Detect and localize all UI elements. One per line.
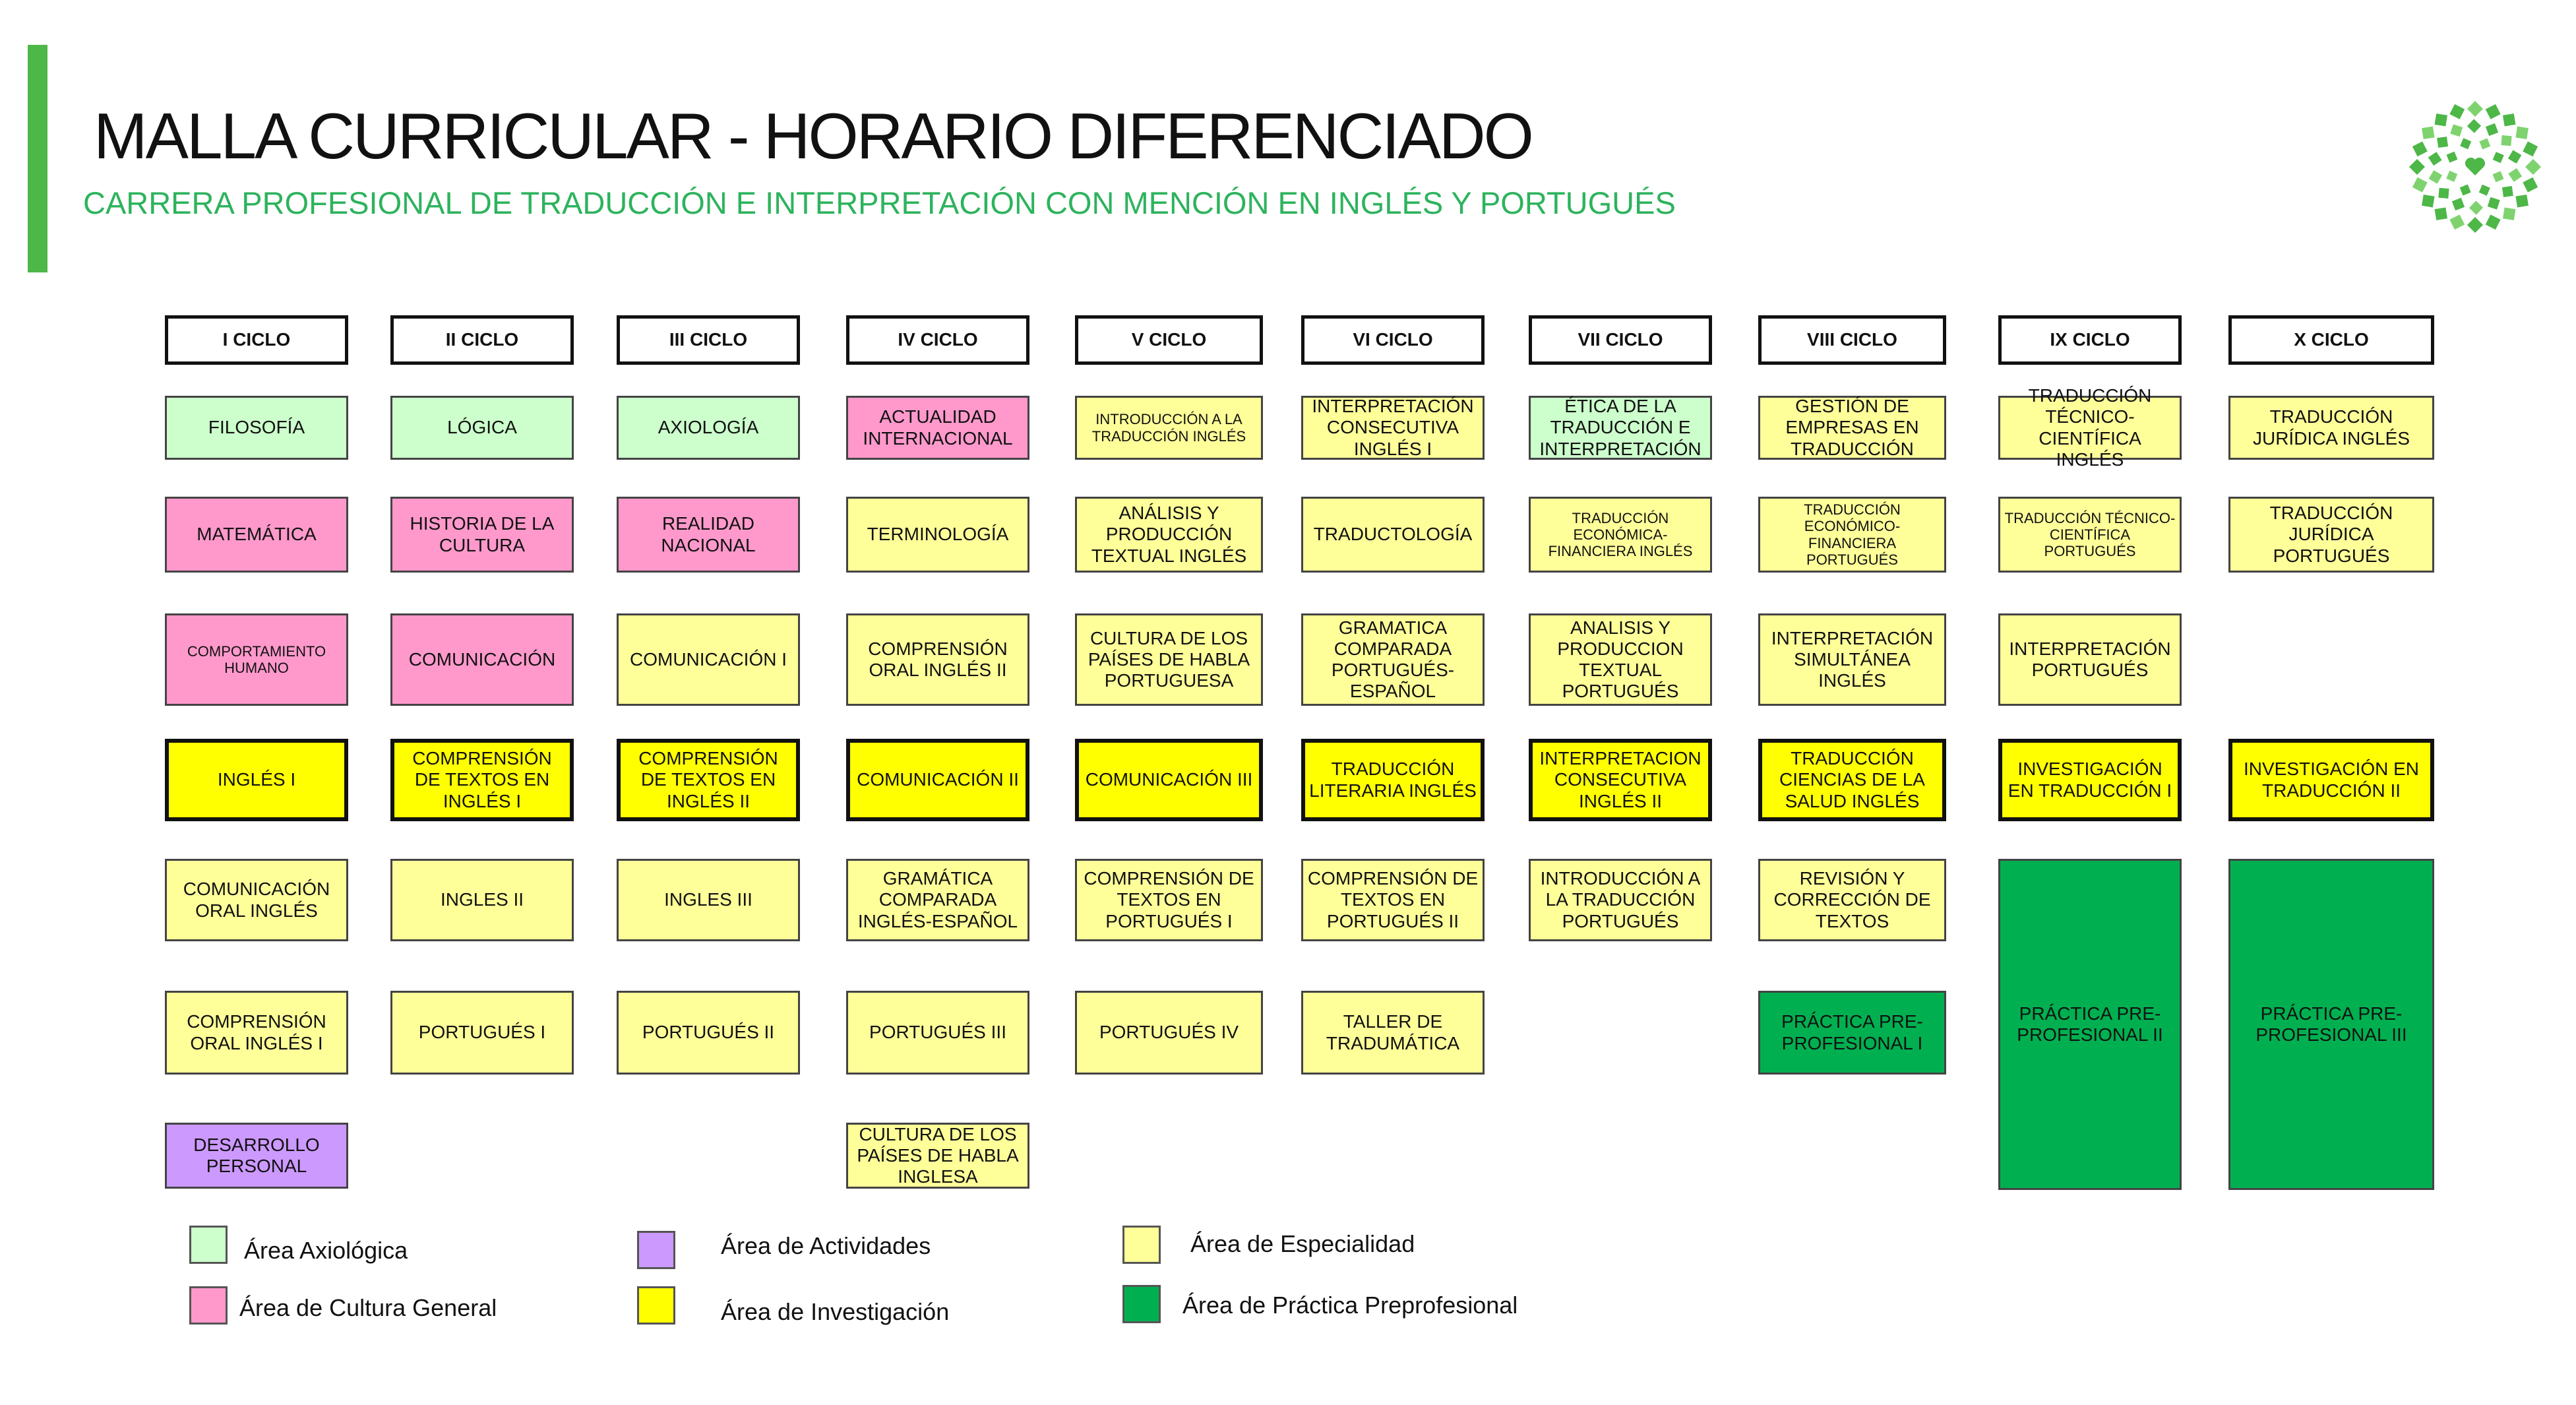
course-cell: GESTIÓN DE EMPRESAS EN TRADUCCIÓN <box>1758 396 1946 460</box>
course-cell: PRÁCTICA PRE-PROFESIONAL III <box>2228 859 2434 1190</box>
course-cell: ANALISIS Y PRODUCCION TEXTUAL PORTUGUÉS <box>1529 613 1712 706</box>
legend-swatch <box>189 1226 228 1264</box>
legend-swatch <box>1122 1226 1161 1264</box>
course-cell: COMUNICACIÓN <box>390 613 574 706</box>
course-cell: PORTUGUÉS I <box>390 991 574 1075</box>
course-cell: INTERPRETACION CONSECUTIVA INGLÉS II <box>1529 739 1712 821</box>
course-cell: PRÁCTICA PRE-PROFESIONAL II <box>1998 859 2182 1190</box>
course-cell: GRAMÁTICA COMPARADA INGLÉS-ESPAÑOL <box>846 859 1029 941</box>
course-cell: INTRODUCCIÓN A LA TRADUCCIÓN INGLÉS <box>1075 396 1263 460</box>
course-cell: COMUNICACIÓN II <box>846 739 1029 821</box>
course-cell: PORTUGUÉS II <box>617 991 800 1075</box>
legend-label: Área de Especialidad <box>1190 1230 1415 1257</box>
course-cell: COMPRENSIÓN DE TEXTOS EN PORTUGUÉS I <box>1075 859 1263 941</box>
course-cell: TRADUCCIÓN TÉCNICO-CIENTÍFICA PORTUGUÉS <box>1998 497 2182 573</box>
course-cell: COMUNICACIÓN ORAL INGLÉS <box>165 859 348 941</box>
course-cell: TRADUCCIÓN ECONÓMICO-FINANCIERA PORTUGUÉS <box>1758 497 1946 573</box>
legend-label: Área de Investigación <box>721 1298 950 1325</box>
course-cell: FILOSOFÍA <box>165 396 348 460</box>
course-cell: COMPRENSIÓN DE TEXTOS EN PORTUGUÉS II <box>1301 859 1485 941</box>
cycle-header: X CICLO <box>2228 315 2434 365</box>
course-cell: INTERPRETACIÓN SIMULTÁNEA INGLÉS <box>1758 613 1946 706</box>
cycle-header: II CICLO <box>390 315 574 365</box>
course-cell: INTRODUCCIÓN A LA TRADUCCIÓN PORTUGUÉS <box>1529 859 1712 941</box>
course-cell: PORTUGUÉS III <box>846 991 1029 1075</box>
course-cell: COMUNICACIÓN I <box>617 613 800 706</box>
cycle-header: III CICLO <box>617 315 800 365</box>
course-cell: TALLER DE TRADUMÁTICA <box>1301 991 1485 1075</box>
course-cell: MATEMÁTICA <box>165 497 348 573</box>
course-cell: HISTORIA DE LA CULTURA <box>390 497 574 573</box>
legend-label: Área de Actividades <box>721 1232 931 1259</box>
page-subtitle: CARRERA PROFESIONAL DE TRADUCCIÓN E INTERPRETACIÓN CON MENCIÓN EN INGLÉS Y PORTUGUÉS <box>83 185 1676 220</box>
course-cell: TRADUCCIÓN CIENCIAS DE LA SALUD INGLÉS <box>1758 739 1946 821</box>
course-cell: TRADUCCIÓN ECONÓMICA-FINANCIERA INGLÉS <box>1529 497 1712 573</box>
course-cell: ACTUALIDAD INTERNACIONAL <box>846 396 1029 460</box>
cycle-header: VII CICLO <box>1529 315 1712 365</box>
course-cell: PORTUGUÉS IV <box>1075 991 1263 1075</box>
course-cell: INVESTIGACIÓN EN TRADUCCIÓN II <box>2228 739 2434 821</box>
course-cell: INGLES II <box>390 859 574 941</box>
course-cell: CULTURA DE LOS PAÍSES DE HABLA PORTUGUESA <box>1075 613 1263 706</box>
course-cell: TRADUCCIÓN JURÍDICA INGLÉS <box>2228 396 2434 460</box>
course-cell: LÓGICA <box>390 396 574 460</box>
course-cell: REVISIÓN Y CORRECCIÓN DE TEXTOS <box>1758 859 1946 941</box>
course-cell: PRÁCTICA PRE-PROFESIONAL I <box>1758 991 1946 1075</box>
cycle-header: VI CICLO <box>1301 315 1485 365</box>
course-cell: DESARROLLO PERSONAL <box>165 1123 348 1189</box>
course-cell: REALIDAD NACIONAL <box>617 497 800 573</box>
course-cell: GRAMATICA COMPARADA PORTUGUÉS-ESPAÑOL <box>1301 613 1485 706</box>
course-cell: TRADUCTOLOGÍA <box>1301 497 1485 573</box>
legend-label: Área de Práctica Preprofesional <box>1182 1292 1518 1319</box>
course-cell: COMPRENSIÓN ORAL INGLÉS II <box>846 613 1029 706</box>
course-cell: COMPRENSIÓN ORAL INGLÉS I <box>165 991 348 1075</box>
course-cell: COMPORTAMIENTO HUMANO <box>165 613 348 706</box>
course-cell: COMPRENSIÓN DE TEXTOS EN INGLÉS II <box>617 739 800 821</box>
page-title: MALLA CURRICULAR - HORARIO DIFERENCIADO <box>94 100 1532 172</box>
course-cell: TRADUCCIÓN JURÍDICA PORTUGUÉS <box>2228 497 2434 573</box>
legend-swatch <box>189 1286 228 1325</box>
legend-swatch <box>637 1286 675 1325</box>
course-cell: INVESTIGACIÓN EN TRADUCCIÓN I <box>1998 739 2182 821</box>
cycle-header: IX CICLO <box>1998 315 2182 365</box>
course-cell: AXIOLOGÍA <box>617 396 800 460</box>
university-logo-icon <box>2406 98 2544 236</box>
cycle-header: VIII CICLO <box>1758 315 1946 365</box>
course-cell: CULTURA DE LOS PAÍSES DE HABLA INGLESA <box>846 1123 1029 1189</box>
course-cell: INTERPRETACIÓN CONSECUTIVA INGLÉS I <box>1301 396 1485 460</box>
course-cell: TRADUCCIÓN LITERARIA INGLÉS <box>1301 739 1485 821</box>
legend-swatch <box>637 1231 675 1269</box>
course-cell: COMUNICACIÓN III <box>1075 739 1263 821</box>
course-cell: INTERPRETACIÓN PORTUGUÉS <box>1998 613 2182 706</box>
course-cell: INGLÉS I <box>165 739 348 821</box>
legend-swatch <box>1122 1285 1161 1323</box>
course-cell: INGLES III <box>617 859 800 941</box>
accent-bar <box>28 45 47 272</box>
legend-label: Área Axiológica <box>244 1237 408 1264</box>
legend-label: Área de Cultura General <box>239 1294 497 1321</box>
course-cell: ANÁLISIS Y PRODUCCIÓN TEXTUAL INGLÉS <box>1075 497 1263 573</box>
course-cell: TERMINOLOGÍA <box>846 497 1029 573</box>
cycle-header: I CICLO <box>165 315 348 365</box>
cycle-header: IV CICLO <box>846 315 1029 365</box>
course-cell: COMPRENSIÓN DE TEXTOS EN INGLÉS I <box>390 739 574 821</box>
cycle-header: V CICLO <box>1075 315 1263 365</box>
course-cell: TRADUCCIÓN TÉCNICO-CIENTÍFICA INGLÉS <box>1998 396 2182 460</box>
course-cell: ÉTICA DE LA TRADUCCIÓN E INTERPRETACIÓN <box>1529 396 1712 460</box>
